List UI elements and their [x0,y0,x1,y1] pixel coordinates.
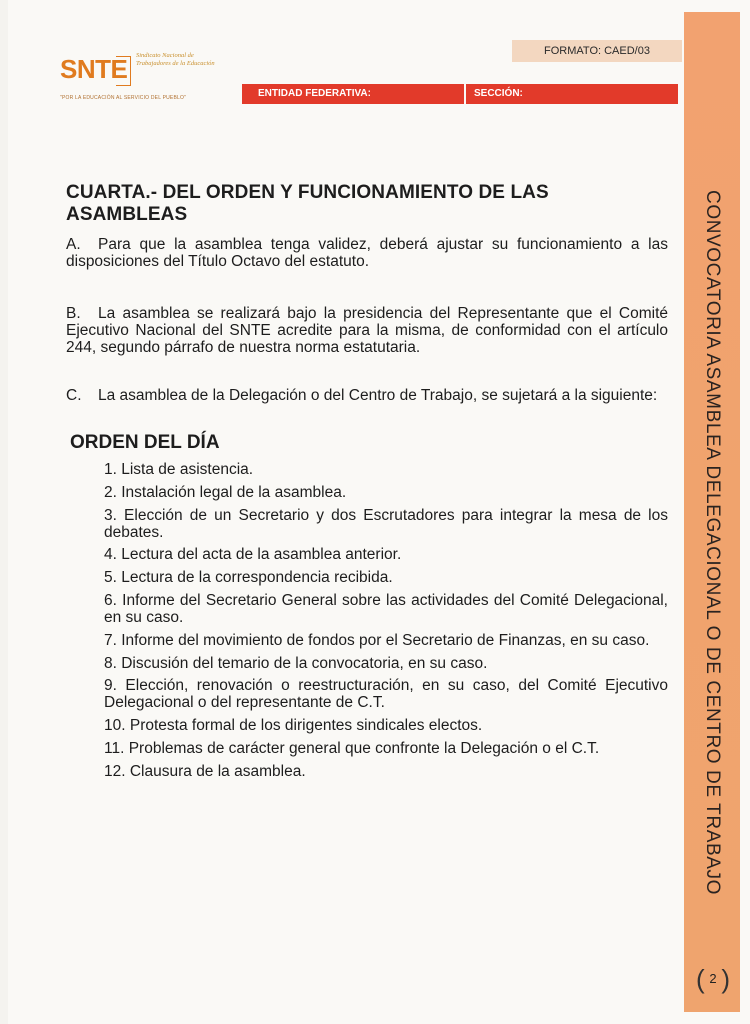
list-item: 11. Problemas de carácter general que confronte la Delegación o el C.T. [104,739,600,757]
right-bracket-icon: ) [721,964,730,994]
paragraph-letter: C. [66,387,82,404]
list-item: 2. Instalación legal de la asamblea. [104,483,347,501]
orden-del-dia-list [104,461,668,786]
list-item: 12. Clausura de la asamblea. [104,762,306,780]
paragraph-text: La asamblea se realizará bajo la presidencia del Representante que el Comité Ejecutivo Nacional del SNTE acredite para la misma, de conformidad con el artículo 244, segundo párrafo de nuestra norma estatutaria. [66,305,668,356]
bar-divider [464,84,466,104]
paragraph-text: Para que la asamblea tenga validez, deberá ajustar su funcionamiento a las disposiciones del Título Octavo del estatuto. [66,236,668,270]
paragraph-a [66,236,668,270]
document-page [8,0,750,1024]
logo-text: SNTE [60,54,128,84]
list-item: 4. Lectura del acta de la asamblea anterior. [104,546,402,564]
list-item: 7. Informe del movimiento de fondos por el Secretario de Finanzas, en su caso. [104,631,650,649]
list-item: 3. Elección de un Secretario y dos Escrutadores para integrar la mesa de los debates. [104,506,668,541]
section-heading-wrap [66,182,670,226]
logo-motto: "POR LA EDUCACIÓN AL SERVICIO DEL PUEBLO" [60,95,187,101]
page-number-value: 2 [709,971,717,986]
snte-logo [60,50,220,105]
list-item: 9. Elección, renovación o reestructuración, en su caso, del Comité Ejecutivo Delegacional o del representante de C.T. [104,677,668,712]
entidad-label: ENTIDAD FEDERATIVA: [258,88,371,99]
section-title: CUARTA.- DEL ORDEN Y FUNCIONAMIENTO DE LAS ASAMBLEAS [66,182,549,225]
paragraph-b [66,305,668,356]
page-number [696,962,730,996]
formato-label: FORMATO: CAED/03 [512,40,682,62]
logo-bracket [116,56,131,86]
list-item: 8. Discusión del temario de la convocatoria, en su caso. [104,654,488,672]
list-item: 6. Informe del Secretario General sobre las actividades del Comité Delegacional, en su caso. [104,591,668,626]
left-bracket-icon: ( [696,964,705,994]
side-banner [684,12,740,1012]
list-item: 5. Lectura de la correspondencia recibida. [104,569,393,587]
entity-section-bar [242,84,678,104]
paragraph-letter: B. [66,305,81,322]
paragraph-c [66,387,668,404]
paragraph-letter: A. [66,236,81,253]
list-item: 1. Lista de asistencia. [104,461,254,478]
list-item: 10. Protesta formal de los dirigentes sindicales electos. [104,717,483,735]
orden-del-dia-title: ORDEN DEL DÍA [70,432,220,453]
logo-subtitle: Sindicato Nacional de Trabajadores de la Educación [136,52,215,67]
side-banner-text: CONVOCATORIA ASAMBLEA DELEGACIONAL O DE CENTRO DE TRABAJO [702,190,723,895]
seccion-label: SECCIÓN: [474,88,523,99]
paragraph-text: La asamblea de la Delegación o del Centro de Trabajo, se sujetará a la siguiente: [98,387,658,404]
